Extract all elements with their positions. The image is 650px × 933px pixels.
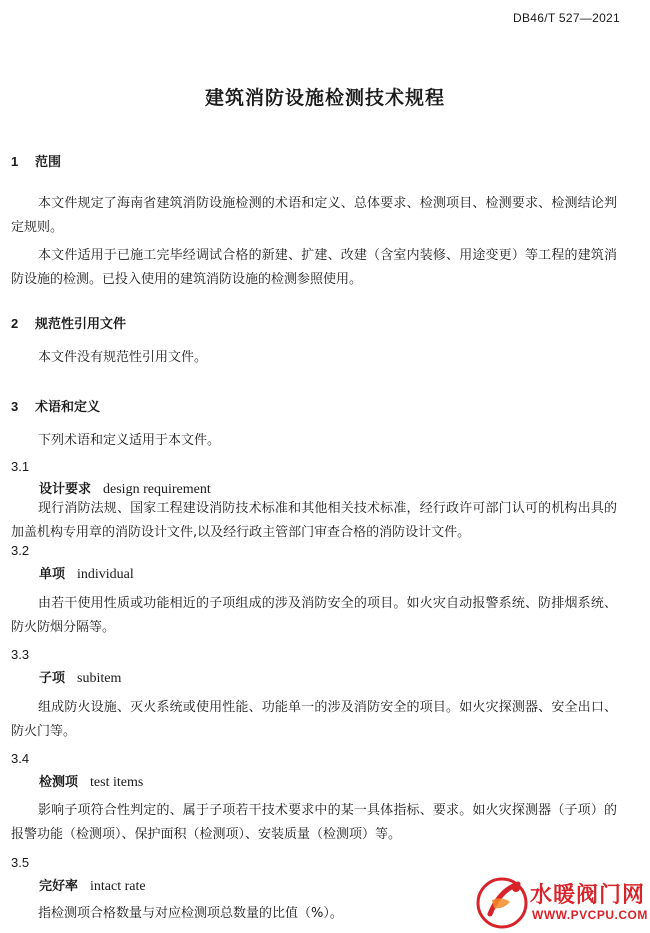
term-definition: 组成防火设施、灭火系统或使用性能、功能单一的涉及消防安全的项目。如火灾探测器、安全出口、防火门等。 — [11, 700, 617, 739]
section-heading-3 — [11, 396, 100, 415]
document-code: DB46/T 527—2021 — [512, 11, 620, 25]
term-name-en: individual — [77, 567, 134, 582]
term-number: 3.3 — [11, 647, 30, 662]
term-number: 3.4 — [11, 751, 30, 766]
term-number: 3.5 — [11, 855, 30, 870]
term-definition: 指检测项合格数量与对应检测项总数量的比值（%）。 — [38, 906, 343, 921]
term-name-zh: 子项 — [39, 671, 66, 686]
term-name-zh: 完好率 — [39, 879, 79, 894]
watermark-logo-icon — [472, 870, 532, 933]
term-definition: 现行消防法规、国家工程建设消防技术标准和其他相关技术标准，经行政许可部门认可的机构出具的加盖机构专用章的消防设计文件,以及经行政主管部门审查合格的消防设计文件。 — [11, 501, 617, 540]
paragraph: 本文件没有规范性引用文件。 — [38, 350, 208, 365]
term-name-en: design requirement — [103, 482, 211, 497]
section-heading-2 — [11, 313, 126, 332]
watermark — [472, 870, 650, 933]
term-heading — [39, 478, 211, 498]
paragraph: 下列术语和定义适用于本文件。 — [38, 433, 221, 448]
section-title: 范围 — [35, 155, 62, 170]
paragraph: 本文件适用于已施工完毕经调试合格的新建、扩建、改建（含室内装修、用途变更）等工程的建筑消防设施的检测。已投入使用的建筑消防设施的检测参照使用。 — [11, 248, 617, 287]
term-name-zh: 单项 — [39, 567, 66, 582]
term-heading — [39, 875, 146, 895]
section-title: 术语和定义 — [35, 400, 101, 415]
term-definition: 影响子项符合性判定的、属于子项若干技术要求中的某一具体指标、要求。如火灾探测器（子项）的报警功能（检测项）、保护面积（检测项）、安装质量（检测项）等。 — [11, 803, 617, 842]
section-heading-1 — [11, 151, 61, 170]
document-title: 建筑消防设施检测技术规程 — [204, 87, 445, 109]
term-number: 3.1 — [11, 459, 30, 474]
term-heading — [39, 563, 134, 583]
term-name-zh: 检测项 — [39, 775, 79, 790]
watermark-url: WWW.PVCPU.COM — [532, 908, 648, 922]
watermark-text: 水暖阀门网 — [530, 883, 646, 908]
term-name-en: intact rate — [90, 879, 146, 894]
section-number: 2 — [11, 316, 19, 331]
section-number: 1 — [11, 154, 19, 169]
section-number: 3 — [11, 399, 19, 414]
term-number: 3.2 — [11, 543, 30, 558]
term-name-zh: 设计要求 — [39, 482, 92, 497]
term-name-en: subitem — [77, 671, 122, 686]
term-name-en: test items — [90, 775, 144, 790]
term-definition: 由若干使用性质或功能相近的子项组成的涉及消防安全的项目。如火灾自动报警系统、防排烟系统、防火防烟分隔等。 — [11, 596, 617, 635]
term-heading — [39, 771, 143, 791]
term-heading — [39, 667, 121, 687]
section-title: 规范性引用文件 — [35, 317, 127, 332]
paragraph: 本文件规定了海南省建筑消防设施检测的术语和定义、总体要求、检测项目、检测要求、检测结论判定规则。 — [11, 196, 617, 235]
